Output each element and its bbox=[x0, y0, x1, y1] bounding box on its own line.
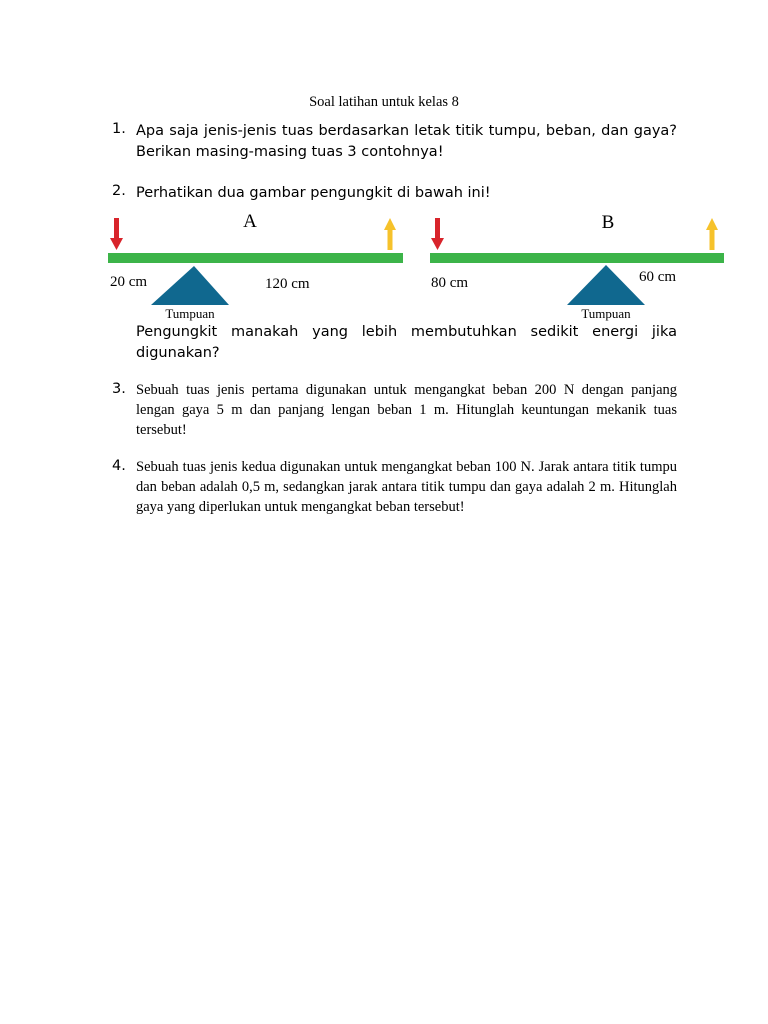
lever-a-load-arrow bbox=[110, 218, 123, 250]
lever-a-label: A bbox=[243, 211, 257, 232]
question-4-text: Sebuah tuas jenis kedua digunakan untuk mengangkat beban 100 N. Jarak antara titik tumpu dan beban adalah 0,5 m, sedangkan jarak antara titik tumpu dan gaya adalah 2 m. Hitunglah gaya yang diperlukan untuk mengangkat beban tersebut! bbox=[136, 459, 677, 515]
lever-figure bbox=[108, 208, 728, 326]
question-1-text: Apa saja jenis-jenis tuas berdasarkan letak titik tumpu, beban, dan gaya? Berikan masing-masing tuas 3 contohnya! bbox=[136, 123, 677, 160]
worksheet-title: Soal latihan untuk kelas 8 bbox=[309, 94, 459, 110]
lever-a-fulcrum-label: Tumpuan bbox=[165, 306, 215, 321]
lever-b-left-length: 80 cm bbox=[431, 275, 469, 291]
lever-a-effort-arrow bbox=[384, 218, 396, 250]
lever-b-beam bbox=[430, 253, 724, 263]
lever-b-fulcrum bbox=[567, 265, 645, 305]
lever-b bbox=[430, 212, 724, 321]
question-3-number: 3. bbox=[112, 381, 126, 397]
lever-a-right-length: 120 cm bbox=[265, 276, 310, 292]
lever-a bbox=[108, 211, 403, 321]
lever-a-fulcrum bbox=[151, 266, 229, 305]
lever-b-label: B bbox=[601, 212, 615, 233]
question-4-number: 4. bbox=[112, 458, 126, 474]
lever-a-beam bbox=[108, 253, 403, 263]
lever-diagram bbox=[108, 208, 728, 326]
question-1-number: 1. bbox=[112, 121, 126, 137]
question-2-followup: Pengungkit manakah yang lebih membutuhkan sedikit energi jika digunakan? bbox=[136, 324, 677, 361]
question-2-number: 2. bbox=[112, 183, 126, 199]
lever-b-effort-arrow bbox=[706, 218, 718, 250]
lever-b-load-arrow bbox=[431, 218, 444, 250]
lever-b-fulcrum-label: Tumpuan bbox=[581, 306, 631, 321]
lever-b-right-length: 60 cm bbox=[639, 269, 677, 285]
lever-a-left-length: 20 cm bbox=[110, 274, 148, 290]
question-3-text: Sebuah tuas jenis pertama digunakan untuk mengangkat beban 200 N dengan panjang lengan gaya 5 m dan panjang lengan beban 1 m. Hitunglah keuntungan mekanik tuas tersebut! bbox=[136, 382, 677, 438]
question-2-text: Perhatikan dua gambar pengungkit di bawah ini! bbox=[136, 185, 491, 201]
